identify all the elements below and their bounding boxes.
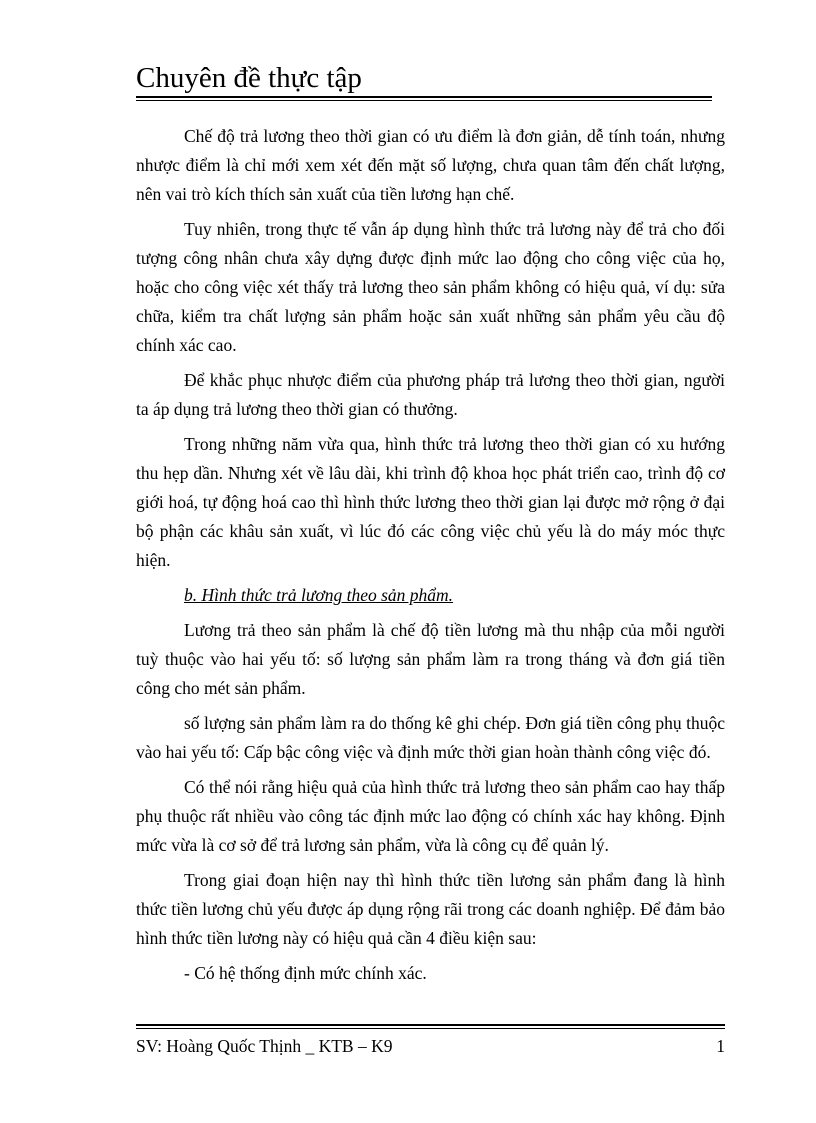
header-rule-bottom xyxy=(136,100,712,101)
body-paragraph: Có thể nói rằng hiệu quả của hình thức trả lương theo sản phẩm cao hay thấp phụ thuộc rất nhiều vào công tác định mức lao động có chính xác hay không. Định mức vừa là cơ sở để trả lương sản phẩm, vừa là công cụ để quản lý. xyxy=(136,777,725,855)
body-paragraph: Lương trả theo sản phẩm là chế độ tiền lương mà thu nhập của mỗi người tuỳ thuộc vào hai yếu tố: số lượng sản phẩm làm ra trong tháng và đơn giá tiền công cho mét sản phẩm. xyxy=(136,620,725,698)
footer-author: SV: Hoàng Quốc Thịnh _ KTB – K9 xyxy=(136,1036,393,1056)
section-subheading: b. Hình thức trả lương theo sản phẩm. xyxy=(184,585,454,605)
list-item: - Có hệ thống định mức chính xác. xyxy=(184,963,427,983)
footer-rule-bottom xyxy=(136,1028,725,1029)
body-paragraph: Để khắc phục nhược điểm của phương pháp trả lương theo thời gian, người ta áp dụng trả lương theo thời gian có thưởng. xyxy=(136,370,725,419)
body-paragraph: Trong những năm vừa qua, hình thức trả lương theo thời gian có xu hướng thu hẹp dần. Nhưng xét về lâu dài, khi trình độ khoa học phát triển cao, trình độ cơ giới hoá, tự động hoá cao thì hình thức lương theo thời gian lại được mở rộng ở đại bộ phận các khâu sản xuất, vì lúc đó các công việc chủ yếu là do máy móc thực hiện. xyxy=(136,434,725,570)
footer-rule-top xyxy=(136,1024,725,1026)
page-number: 1 xyxy=(716,1036,725,1056)
body-paragraph: Tuy nhiên, trong thực tế vẫn áp dụng hình thức trả lương này để trả cho đối tượng công nhân chưa xây dựng được định mức lao động cho công việc của họ, hoặc cho công việc xét thấy trả lương theo sản phẩm không có hiệu quả, ví dụ: sửa chữa, kiểm tra chất lượng sản phẩm hoặc sản xuất những sản phẩm yêu cầu độ chính xác cao. xyxy=(136,219,725,355)
header-rule-top xyxy=(136,96,712,98)
body-paragraph: Trong giai đoạn hiện nay thì hình thức tiền lương sản phẩm đang là hình thức tiền lương chủ yếu được áp dụng rộng rãi trong các doanh nghiệp. Để đảm bảo hình thức tiền lương này có hiệu quả cần 4 điều kiện sau: xyxy=(136,870,725,948)
page-title: Chuyên đề thực tập xyxy=(136,62,362,94)
body-paragraph: số lượng sản phẩm làm ra do thống kê ghi chép. Đơn giá tiền công phụ thuộc vào hai yếu tố: Cấp bậc công việc và định mức thời gian hoàn thành công việc đó. xyxy=(136,713,725,762)
document-body xyxy=(136,122,725,994)
body-paragraph: Chế độ trả lương theo thời gian có ưu điểm là đơn giản, dễ tính toán, nhưng nhược điểm là chỉ mới xem xét đến mặt số lượng, chưa quan tâm đến chất lượng, nên vai trò kích thích sản xuất của tiền lương hạn chế. xyxy=(136,126,725,204)
